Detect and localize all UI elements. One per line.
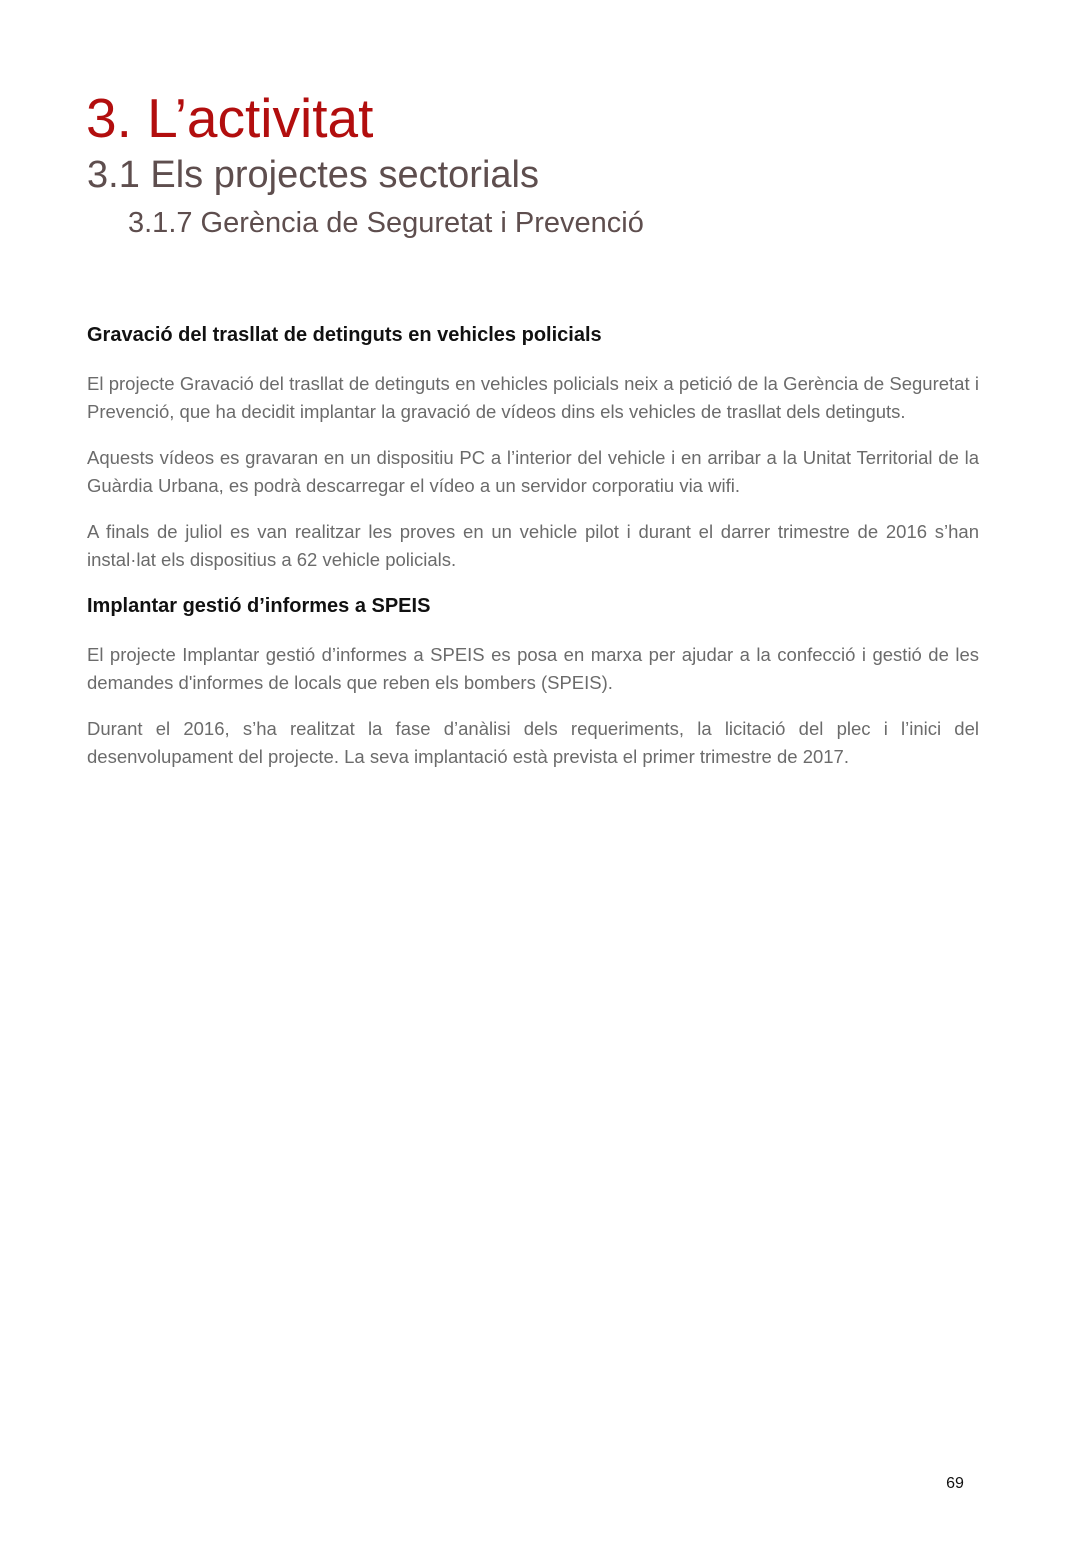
paragraph: El projecte Implantar gestió d’informes a SPEIS es posa en marxa per ajudar a la confecció i gestió de les demandes d'informes de locals que reben els bombers (SPEIS). [87, 644, 979, 693]
paragraph: Durant el 2016, s’ha realitzat la fase d’anàlisi dels requeriments, la licitació del plec i l’inici del desenvolupament del projecte. La seva implantació està prevista el primer trimestre de 2017. [87, 718, 979, 767]
section-heading: Implantar gestió d’informes a SPEIS [87, 595, 431, 617]
subsection-title: 3.1.7 Gerència de Seguretat i Prevenció [128, 207, 644, 239]
page-number: 69 [946, 1475, 964, 1492]
section-heading: Gravació del trasllat de detinguts en vehicles policials [87, 324, 602, 346]
section-gravacio-trasllat [87, 320, 979, 573]
chapter-title: 3. L’activitat [86, 87, 374, 149]
section-gestio-informes-speis [87, 591, 979, 770]
section-title: 3.1 Els projectes sectorials [87, 154, 539, 196]
paragraph: A finals de juliol es van realitzar les proves en un vehicle pilot i durant el darrer trimestre de 2016 s’han instal·lat els dispositius a 62 vehicle policials. [87, 521, 979, 570]
page-content [87, 320, 979, 770]
paragraph: Aquests vídeos es gravaran en un dispositiu PC a l’interior del vehicle i en arribar a la Unitat Territorial de la Guàrdia Urbana, es podrà descarregar el vídeo a un servidor corporatiu via wifi. [87, 447, 979, 496]
paragraph: El projecte Gravació del trasllat de detinguts en vehicles policials neix a petició de la Gerència de Seguretat i Prevenció, que ha decidit implantar la gravació de vídeos dins els vehicles de trasllat dels detinguts. [87, 373, 979, 422]
